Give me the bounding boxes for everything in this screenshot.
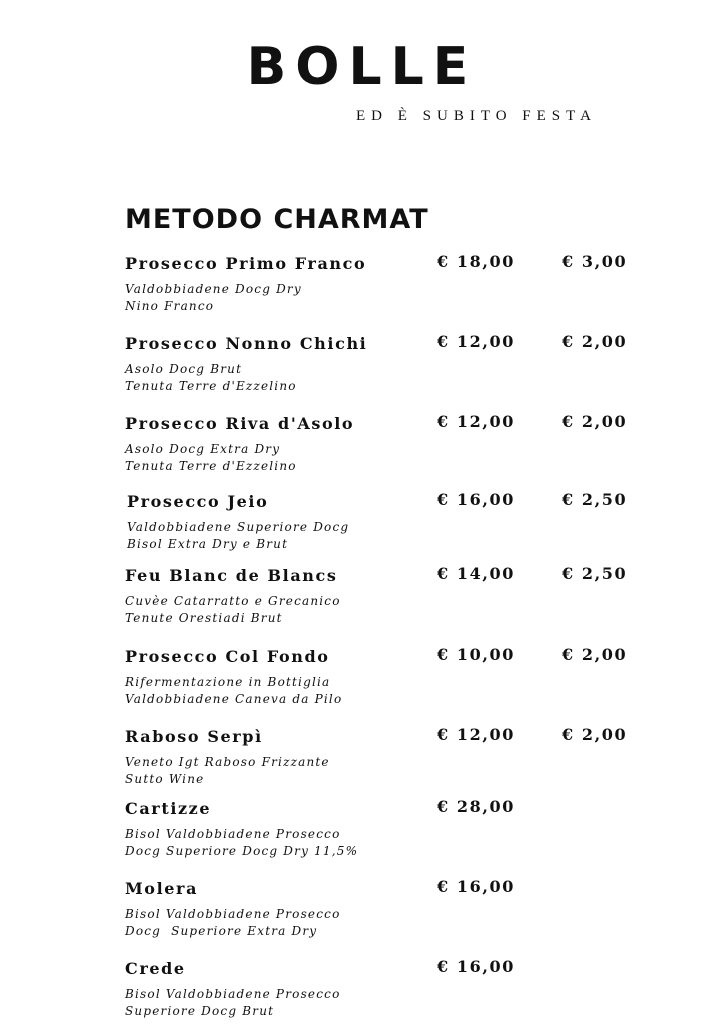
wine-description: Valdobbiadene Docg Dry Nino Franco xyxy=(125,282,302,313)
price-glass: € 2,00 xyxy=(562,725,628,744)
price-bottle: € 16,00 xyxy=(437,957,516,976)
menu-item xyxy=(125,333,645,403)
price-glass: € 2,00 xyxy=(562,332,628,351)
wine-name: Prosecco Primo Franco xyxy=(125,254,367,273)
menu-item xyxy=(127,491,647,561)
page-subtitle: ED È SUBITO FESTA xyxy=(356,108,597,124)
wine-description: Rifermentazione in Bottiglia Valdobbiadene Caneva da Pilo xyxy=(125,675,343,706)
price-glass: € 2,50 xyxy=(562,564,628,583)
wine-name: Prosecco Nonno Chichi xyxy=(125,334,368,353)
price-bottle: € 28,00 xyxy=(437,797,516,816)
wine-description: Cuvèe Catarratto e Grecanico Tenute Orestiadi Brut xyxy=(125,594,341,625)
wine-description: Veneto Igt Raboso Frizzante Sutto Wine xyxy=(125,755,330,786)
menu-item xyxy=(125,958,645,1028)
section-heading: METODO CHARMAT xyxy=(125,204,429,235)
wine-name: Raboso Serpì xyxy=(125,727,263,746)
price-bottle: € 12,00 xyxy=(437,332,516,351)
price-bottle: € 16,00 xyxy=(437,490,516,509)
wine-description: Asolo Docg Extra Dry Tenuta Terre d'Ezzelino xyxy=(125,442,297,473)
menu-item xyxy=(125,726,645,796)
wine-description: Bisol Valdobbiadene Prosecco Docg Superiore Extra Dry xyxy=(125,907,341,938)
price-bottle: € 12,00 xyxy=(437,412,516,431)
wine-name: Molera xyxy=(125,879,199,898)
wine-name: Prosecco Riva d'Asolo xyxy=(125,414,355,433)
price-glass: € 2,50 xyxy=(562,490,628,509)
menu-item xyxy=(125,253,645,323)
wine-name: Prosecco Col Fondo xyxy=(125,647,330,666)
price-glass: € 2,00 xyxy=(562,412,628,431)
price-bottle: € 18,00 xyxy=(437,252,516,271)
wine-name: Prosecco Jeio xyxy=(127,492,269,511)
menu-item xyxy=(125,878,645,948)
wine-description: Asolo Docg Brut Tenuta Terre d'Ezzelino xyxy=(125,362,297,393)
menu-item xyxy=(125,646,645,716)
price-glass: € 2,00 xyxy=(562,645,628,664)
wine-name: Crede xyxy=(125,959,186,978)
wine-description: Bisol Valdobbiadene Prosecco Docg Superiore Docg Dry 11,5% xyxy=(125,827,359,858)
wine-description: Valdobbiadene Superiore Docg Bisol Extra Dry e Brut xyxy=(127,520,350,551)
wine-name: Feu Blanc de Blancs xyxy=(125,566,338,585)
price-bottle: € 10,00 xyxy=(437,645,516,664)
price-bottle: € 16,00 xyxy=(437,877,516,896)
menu-item xyxy=(125,413,645,483)
price-glass: € 3,00 xyxy=(562,252,628,271)
price-bottle: € 12,00 xyxy=(437,725,516,744)
menu-item xyxy=(125,798,645,868)
wine-name: Cartizze xyxy=(125,799,212,818)
price-bottle: € 14,00 xyxy=(437,564,516,583)
wine-description: Bisol Valdobbiadene Prosecco Superiore Docg Brut xyxy=(125,987,341,1018)
page-title: BOLLE xyxy=(246,37,478,97)
menu-item xyxy=(125,565,645,635)
